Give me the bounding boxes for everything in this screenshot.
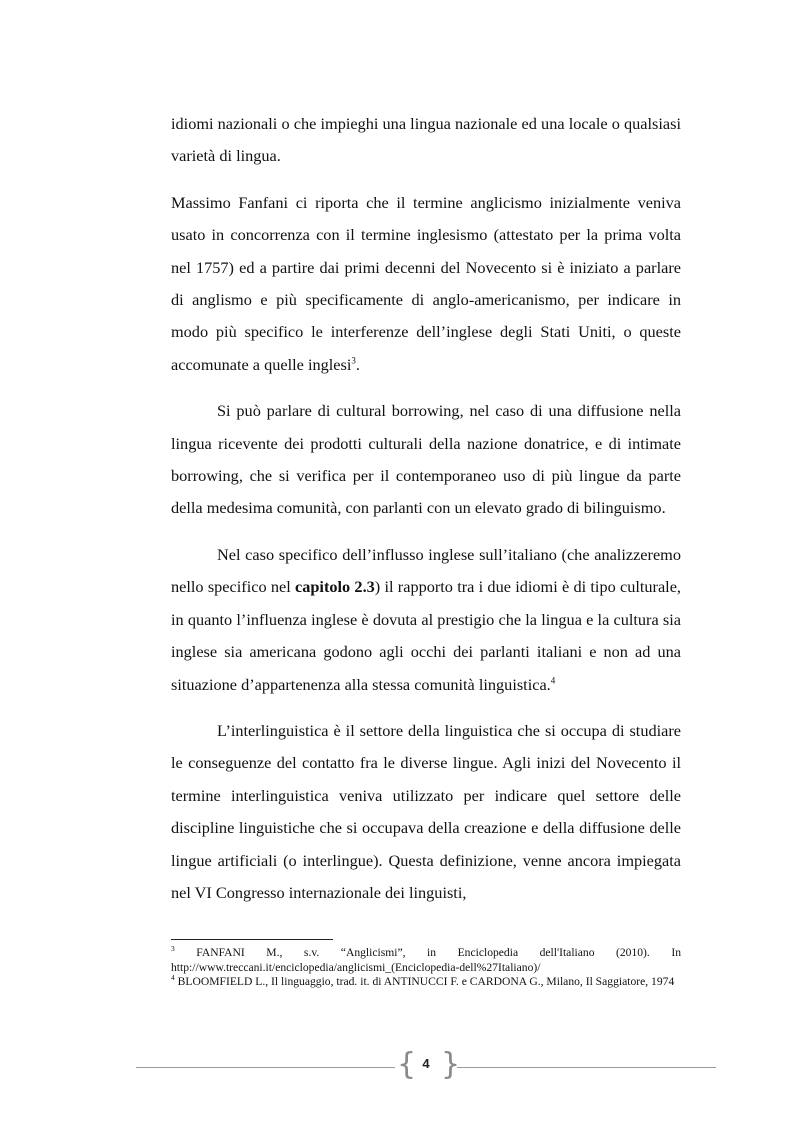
paragraph-1: idiomi nazionali o che impieghi una lingua nazionale ed una locale o qualsiasi varietà di lingua. <box>171 114 681 166</box>
footer-rule-right <box>457 1067 716 1068</box>
footnotes <box>171 946 681 990</box>
page-number: 4 <box>422 1056 430 1071</box>
paragraph-5: L’interlinguistica è il settore della linguistica che si occupa di studiare le conseguenze del contatto fra le diverse lingue. Agli inizi del Novecento il termine interlinguistica veniva utilizzato per indicare quel settore delle discipline linguistiche che si occupava della creazione e della diffusione delle lingue artificiali (o interlingue). Questa definizione, venne ancora impiegata nel VI Congresso internazionale dei linguisti, <box>171 720 681 902</box>
paragraph-2: Massimo Fanfani ci riporta che il termine anglicismo inizialmente veniva usato in concorrenza con il termine inglesismo (attestato per la prima volta nel 1757) ed a partire dai primi decenni del Novecento si è iniziato a parlare di anglismo e più specificamente di anglo-americanismo, per indicare in modo più specifico le interferenze dell’inglese degli Stati Uniti, o queste accomunate a quelle inglesi$^3$. <box>171 192 681 374</box>
footnote-ref-3[interactable]: 3 <box>351 355 356 366</box>
paragraph-4: Nel caso specifico dell’influsso inglese sull’italiano (che analizzeremo nello specifico nel capitolo 2.3) il rapporto tra i due idiomi è di tipo culturale, in quanto l’influenza inglese è dovuta al prestigio che la lingua e la cultura sia inglese sia americana godono agli occhi dei parlanti italiani e non ad una situazione d’appartenenza alla stessa comunità linguistica.$^4$ <box>171 544 682 694</box>
paragraph-3: Si può parlare di cultural borrowing, nel caso di una diffusione nella lingua ricevente dei prodotti culturali della nazione donatrice, e di intimate borrowing, che si verifica per il contemporaneo uso di più lingue da parte della medesima comunità, con parlanti con un elevato grado di bilinguismo. <box>171 401 681 518</box>
footnote-separator <box>171 939 333 940</box>
chapter-reference: capitolo 2.3 <box>295 577 375 597</box>
footnote-ref-4[interactable]: 4 <box>550 675 556 686</box>
page-footer <box>136 1047 716 1084</box>
footnote-4: $^4$ BLOOMFIELD L., Il linguaggio, trad. it. di ANTINUCCI F. e CARDONA G., Milano, Il Saggiatore, 1974 <box>171 973 675 988</box>
left-brace-icon: { <box>397 1047 417 1082</box>
footnote-3: $^3$ FANFANI M., s.v. “Anglicismi”, in Enciclopedia dell'Italiano (2010). In http://www.treccani.it/enciclopedia/anglicismi_(Enciclopedia-dell%27Italiano)/ <box>171 944 681 974</box>
footer-rule-left <box>136 1067 395 1068</box>
body-text <box>171 108 681 923</box>
right-brace-icon: } <box>441 1047 461 1082</box>
